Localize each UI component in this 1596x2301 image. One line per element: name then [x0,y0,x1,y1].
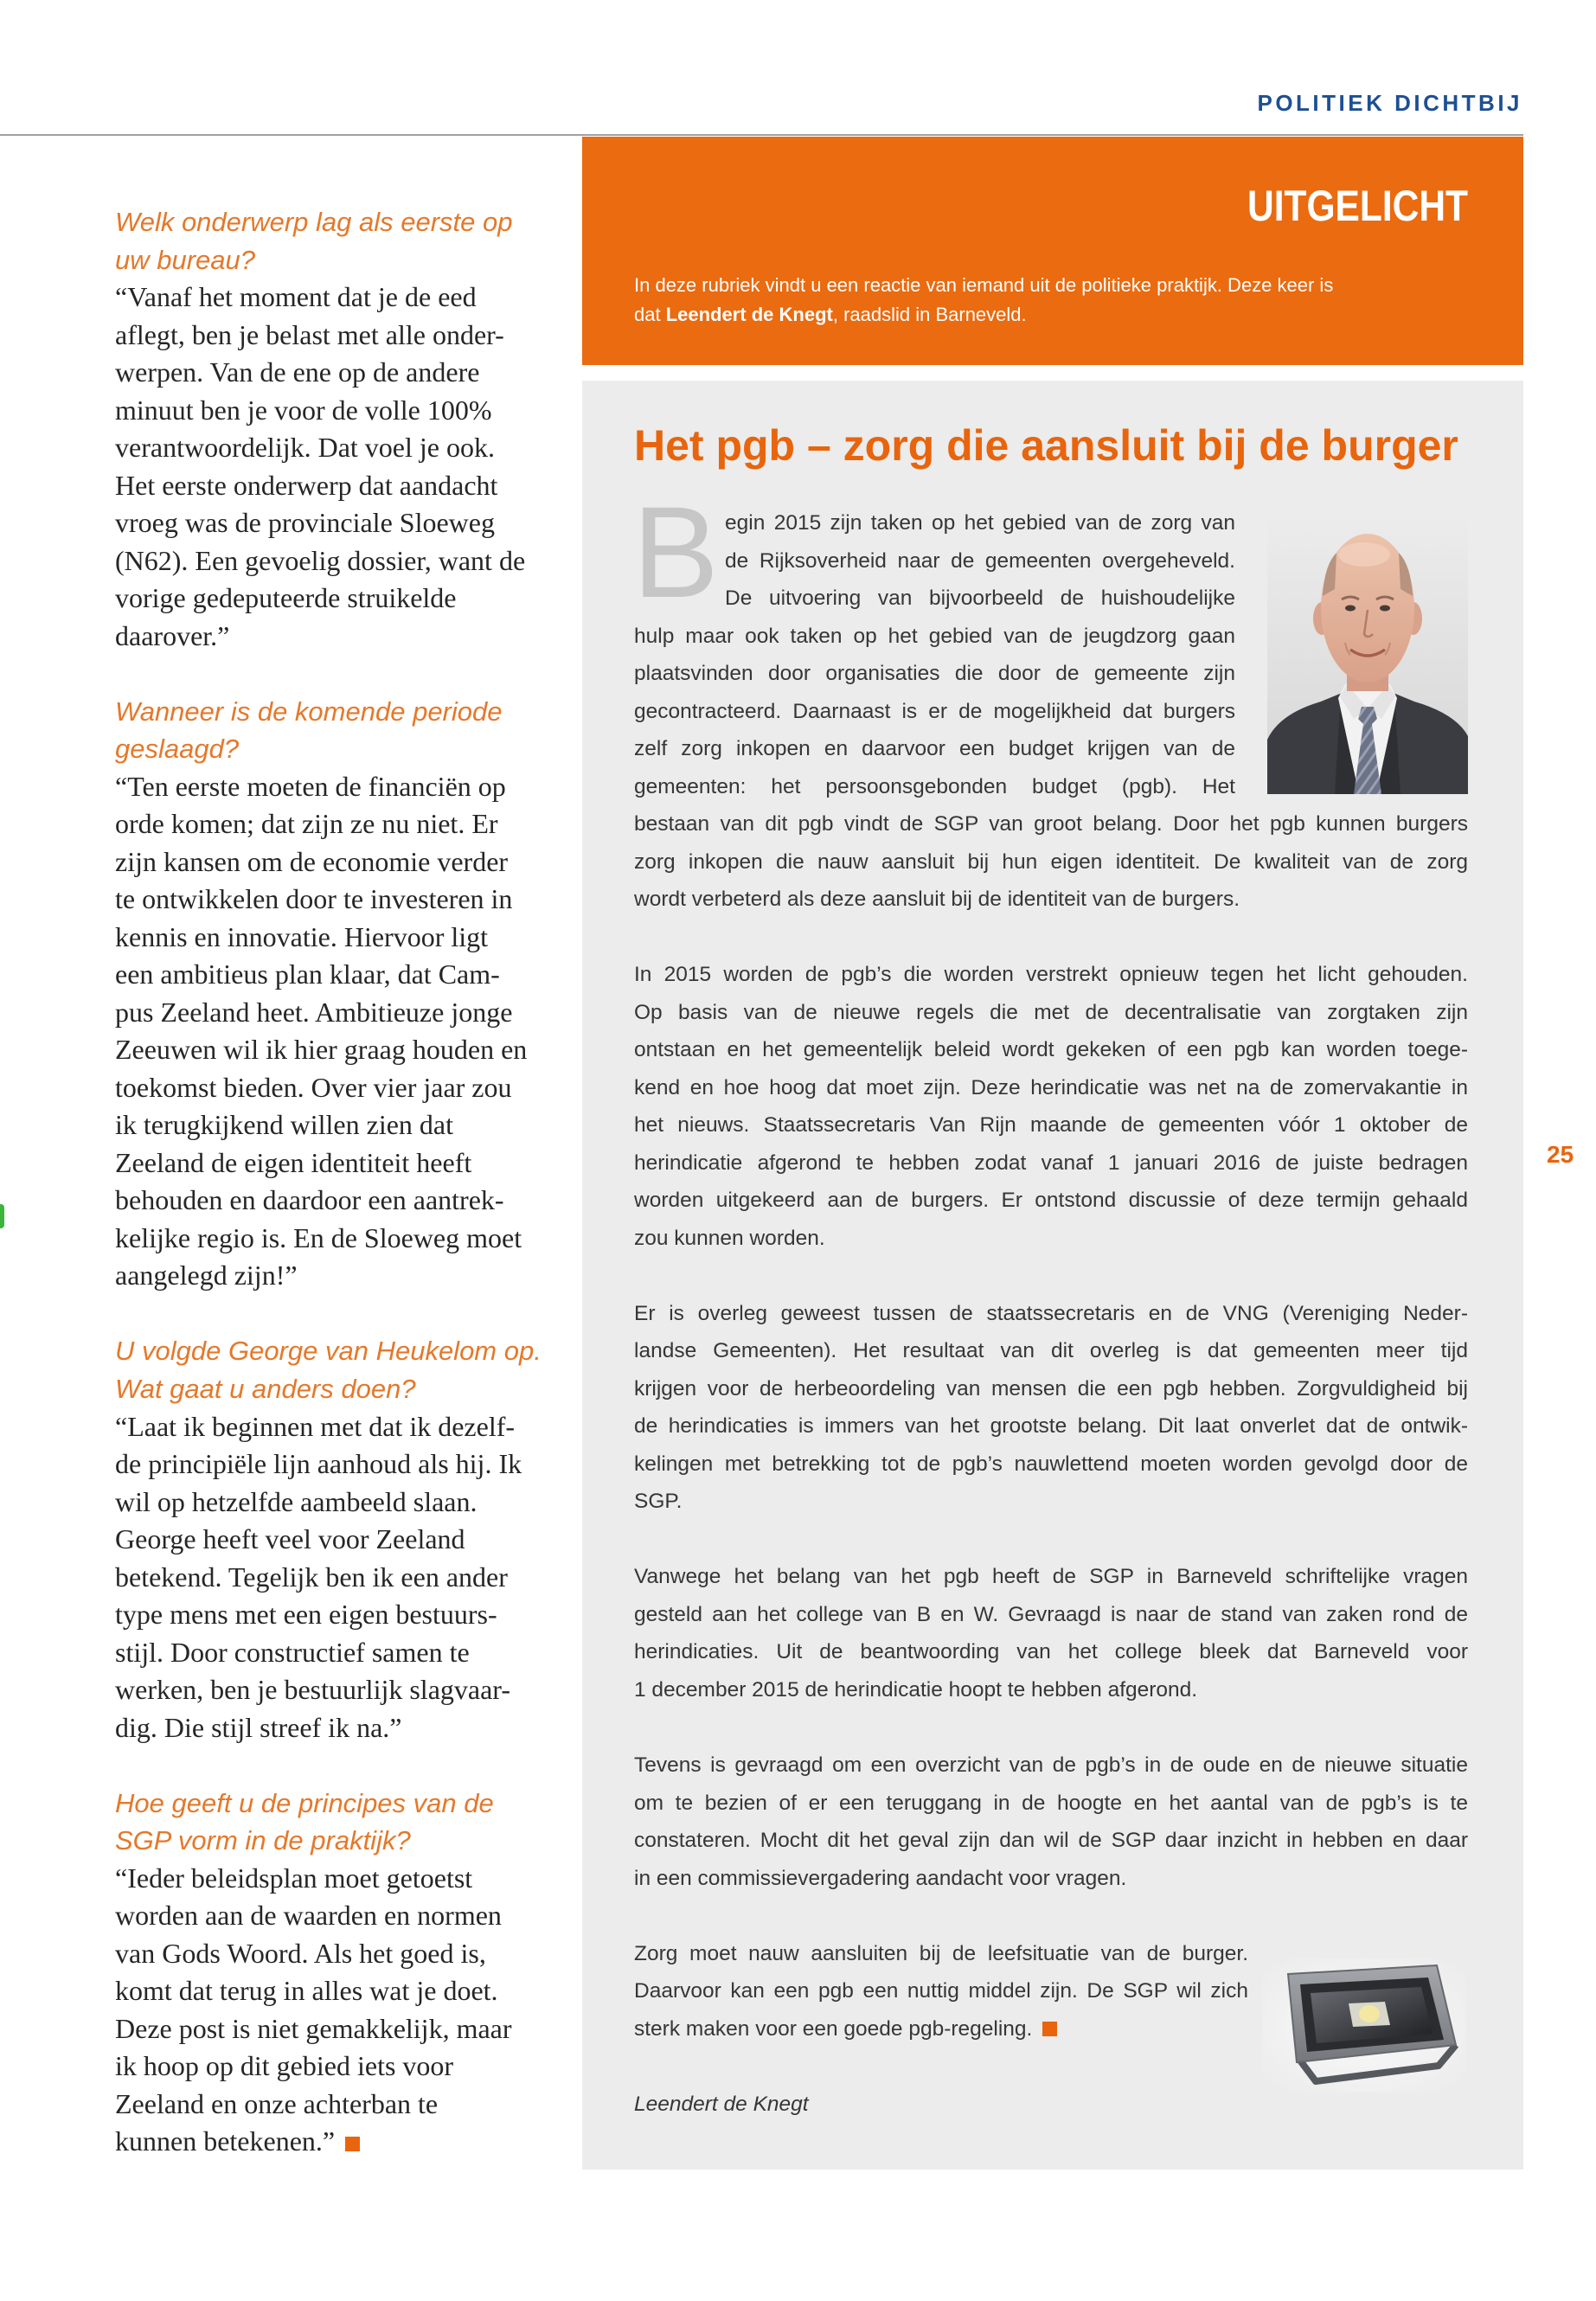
answer-line: worden aan de waarden en normen [115,1900,502,1932]
article-line: In 2015 worden de pgb’s die worden verstrekt opnieuw tegen het licht gehouden. [634,963,1468,987]
article-line: constateren. Mocht dit het geval zijn dan wil de SGP daar inzicht in hebben en daar [634,1829,1468,1853]
article-line: Daarvoor kan een pgb een nuttig middel zijn. De SGP wil zich [634,1979,1248,2003]
answer-line: ik hoop op dit gebied iets voor [115,2050,454,2082]
article-line: egin 2015 zijn taken op het gebied van de zorg van [725,511,1235,535]
page-number: 25 [1547,1141,1574,1168]
article-title: Het pgb – zorg die aansluit bij de burger [634,421,1458,470]
question-line: Wanneer is de komende periode [115,695,503,727]
header-rule [0,134,1523,136]
answer-line: kelijke regio is. En de Sloeweg moet [115,1221,522,1253]
question-line: geslaagd? [115,734,240,765]
answer-line: vroeg was de provinciale Sloeweg [115,507,495,539]
article-line: worden uitgekeerd aan de burgers. Er ontstond discussie of deze termijn gehaald [634,1189,1468,1213]
answer-line: zijn kansen om de economie verder [115,845,509,877]
article-line: sterk maken voor een goede pgb-regeling. [634,2010,1248,2048]
answer-line: dig. Die stijl streef ik na.” [115,1711,402,1743]
answer-line: kunnen betekenen.” [115,2123,574,2161]
article-line: Tevens is gevraagd om een overzicht van de pgb’s in de oude en de nieuwe situatie [634,1753,1468,1778]
answer-line: Zeeuwen wil ik hier graag houden en [115,1034,528,1066]
author-photo [1267,513,1468,794]
paragraph-gap [634,1897,1468,1935]
answer-line: behouden en daardoor een aantrek- [115,1184,504,1216]
answer-line: van Gods Woord. Als het goed is, [115,1937,486,1969]
answer-line: werken, ben je bestuurlijk slagvaar- [115,1674,510,1706]
article-line: de herindicaties is immers van het grootste belang. Dit laat onverlet dat de ontwik- [634,1414,1468,1439]
answer-line: “Ten eerste moeten de financiën op [115,770,506,802]
article-line: ontstaan en het gemeentelijk beleid wordt gekeken of een pgb kan worden toege- [634,1038,1468,1062]
article-line: Er is overleg geweest tussen de staatssecretaris en de VNG (Vereniging Neder- [634,1301,1468,1325]
answer-line: “Ieder beleidsplan moet getoetst [115,1862,473,1894]
article-line: plaatsvinden door organisaties die door de gemeente zijn [634,662,1235,686]
answer-line: wil op hetzelfde aambeeld slaan. [115,1485,478,1517]
answer-line: George heeft veel voor Zeeland [115,1523,465,1555]
article-line: Op basis van de nieuwe regels die met de decentralisatie van zorgtaken zijn [634,1000,1468,1024]
paragraph-gap [634,1257,1468,1295]
drop-cap: B [632,479,720,625]
feature-label: UITGELICHT [1247,182,1468,230]
lamp-led [1359,2005,1380,2022]
article-line: wordt verbeterd als deze aansluit bij de identiteit van de burgers. [634,888,1240,912]
article-line: zelf zorg inkopen en daarvoor een budget krijgen van de [634,737,1235,761]
paragraph-gap [634,1521,1468,1559]
answer-line: toekomst bieden. Over vier jaar zou [115,1071,512,1103]
answer-line: aangelegd zijn!” [115,1259,298,1292]
answer-line: verantwoordelijk. Dat voel je ook. [115,432,495,464]
paragraph-gap [115,1295,574,1333]
article-line: het nieuws. Staatssecretaris Van Rijn maande de gemeenten vóór 1 oktober de [634,1113,1468,1138]
article-line: Vanwege het belang van het pgb heeft de SGP in Barneveld schriftelijke vragen [634,1565,1468,1589]
question-line: Hoe geeft u de principes van de [115,1787,494,1818]
end-of-article-mark [345,2137,360,2151]
answer-line: betekend. Tegelijk ben ik een ander [115,1561,508,1593]
answer-line: “Vanaf het moment dat je de eed [115,281,477,313]
feature-header-box [582,137,1523,365]
article-line: 1 december 2015 de herindicatie hoopt te hebben afgerond. [634,1677,1198,1702]
paragraph-gap [634,919,1468,957]
answer-line: te ontwikkelen door te investeren in [115,883,513,915]
article-line: hulp maar ook taken op het gebied van de jeugdzorg gaan [634,624,1235,648]
question-line: SGP vorm in de praktijk? [115,1825,411,1856]
answer-line: type mens met een eigen bestuurs- [115,1599,497,1631]
answer-line: Zeeland de eigen identiteit heeft [115,1146,472,1178]
answer-line: werpen. Van de ene op de andere [115,356,480,388]
intro-author-name: Leendert de Knegt [665,304,833,325]
answer-line: minuut ben je voor de volle 100% [115,394,492,426]
feature-intro-line [634,304,1027,326]
article-line: kelingen met betrekking tot de pgb’s nauwlettend moeten worden gevolgd door de [634,1452,1468,1476]
answer-line: “Laat ik beginnen met dat ik dezelf- [115,1410,516,1442]
article-line: om te bezien of er een teruggang in de hoogte en het aantal van de pgb’s is te [634,1791,1468,1815]
answer-line: ik terugkijkend willen zien dat [115,1109,453,1141]
article-signature: Leendert de Knegt [634,2092,809,2116]
question-line: Wat gaat u anders doen? [115,1373,416,1404]
paragraph-gap [115,655,574,693]
article-line: gemeenten: het persoonsgebonden budget (pgb). Het [634,774,1235,798]
article-line: krijgen voor de herbeoordeling van mensen die een pgb hebben. Zorgvuldigheid bij [634,1376,1468,1400]
feature-intro-line: In deze rubriek vindt u een reactie van iemand uit de politieke praktijk. Deze keer is [634,274,1334,296]
article-line: De uitvoering van bijvoorbeeld de huishoudelijke [725,586,1235,611]
page-edge-mark [0,1204,4,1228]
answer-line: kennis en innovatie. Hiervoor ligt [115,920,489,952]
answer-line: daarover.” [115,619,230,651]
answer-line: een ambitieus plan klaar, dat Cam- [115,958,500,990]
answer-line: aflegt, ben je belast met alle onder- [115,318,504,350]
answer-line: Zeeland en onze achterban te [115,2087,439,2119]
article-line: herindicaties. Uit de beantwoording van het college bleek dat Barneveld voor [634,1640,1468,1664]
section-title: POLITIEK DICHTBIJ [1257,90,1522,116]
answer-line: pus Zeeland heet. Ambitieuze jonge [115,996,513,1028]
floodlight-image [1262,1958,1466,2093]
answer-line: stijl. Door constructief samen te [115,1636,470,1668]
question-line: uw bureau? [115,244,256,275]
interview-column [115,203,574,2161]
paragraph-gap [634,1709,1468,1747]
article-line: kend en hoe hoog dat moet zijn. Deze herindicatie was net na de zomervakantie in [634,1075,1468,1099]
article-line: herindicatie afgerond te hebben zodat vanaf 1 januari 2016 de juiste bedragen [634,1150,1468,1175]
article-line: zou kunnen worden. [634,1226,825,1250]
question-line: Welk onderwerp lag als eerste op [115,207,513,237]
answer-line: komt dat terug in alles wat je doet. [115,1975,498,2007]
article-line: gesteld aan het college van B en W. Gevraagd is naar de stand van zaken rond de [634,1602,1468,1626]
article-line: zorg inkopen die nauw aansluit bij hun eigen identiteit. De kwaliteit van de zorg [634,849,1468,874]
article-line: Zorg moet nauw aansluiten bij de leefsituatie van de burger. [634,1941,1248,1965]
intro-text: dat [634,304,666,325]
answer-line: Het eerste onderwerp dat aandacht [115,469,498,501]
article-line: gecontracteerd. Daarnaast is er de mogelijkheid dat burgers [634,699,1235,723]
answer-line: Deze post is niet gemakkelijk, maar [115,2012,512,2044]
article-line: de Rijksoverheid naar de gemeenten overgeheveld. [725,548,1235,573]
article-line: in een commissievergadering aandacht voor vragen. [634,1866,1127,1890]
answer-line: de principiële lijn aanhoud als hij. Ik [115,1448,522,1480]
article-line: bestaan van dit pgb vindt de SGP van groot belang. Door het pgb kunnen burgers [634,812,1468,836]
intro-text: , raadslid in Barneveld. [832,304,1027,325]
answer-line: (N62). Een gevoelig dossier, want de [115,544,526,576]
end-of-article-mark [1042,2022,1057,2036]
answer-line: vorige gedeputeerde struikelde [115,582,457,614]
article-line: landse Gemeenten). Het resultaat van dit overleg is dat gemeenten meer tijd [634,1339,1468,1363]
article-line: SGP. [634,1490,683,1514]
question-line: U volgde George van Heukelom op. [115,1336,542,1367]
paragraph-gap [115,1747,574,1785]
answer-line: orde komen; dat zijn ze nu niet. Er [115,808,498,840]
